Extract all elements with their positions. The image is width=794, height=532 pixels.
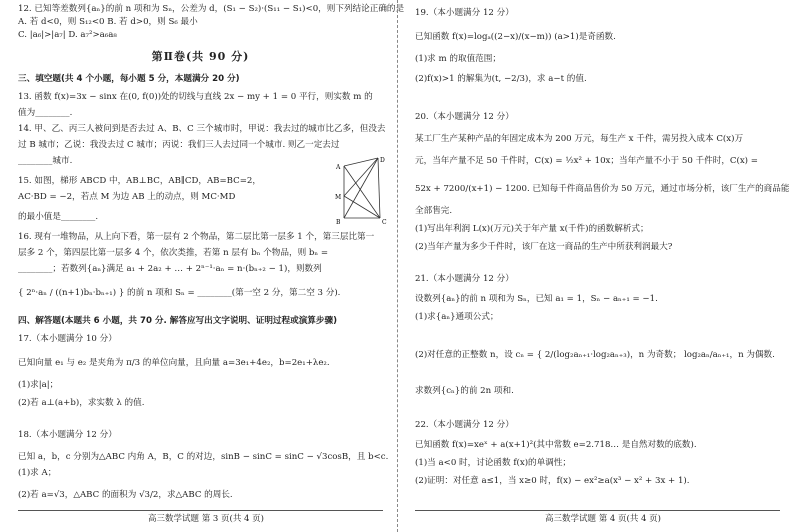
question-text-line: 过 B 城市；乙说：我没去过 C 城市；丙说：我们三人去过同一个城市. 则乙一定去过 — [18, 140, 340, 150]
question-text-line: 19.（本小题满分 12 分） — [415, 8, 514, 18]
question-text-line: (2)当年产量为多少千件时，该厂在这一商品的生产中所获利润最大? — [415, 242, 673, 252]
question-text-line: C. |a₆|>|a₇| D. a₇²>a₆a₈ — [18, 30, 117, 40]
question-text-line: 已知函数 f(x)=xeˣ + a(x+1)²(其中常数 e=2.718… 是自然对数的底数). — [415, 440, 697, 450]
question-text-line: (2)若 a=√3，△ABC 的面积为 √3/2，求△ABC 的周长. — [18, 490, 233, 500]
question-text-line: 全部售完. — [415, 206, 453, 216]
question-text-line: 元，当年产量不足 50 千件时，C(x) = ½x² + 10x；当年产量不小于 50 千件时，C(x) = — [415, 156, 758, 166]
footer-rule — [18, 510, 383, 511]
question-text-line: 13. 函数 f(x)=3x − sinx 在(0, f(0))处的切线与直线 2x − my + 1 = 0 平行，则实数 m 的 — [18, 92, 373, 102]
question-text-line: 层多 2 个，第四层比第一层多 4 个，依次类推，若第 n 层有 bₙ 个物品，则 bₙ = — [18, 248, 329, 258]
page-divider — [397, 0, 398, 532]
left-page-column — [18, 0, 405, 532]
question-text-line: (2)若 a⊥(a+b)，求实数 λ 的值. — [18, 398, 145, 408]
figure-label-c: C — [382, 219, 387, 226]
question-text-line: 已知函数 f(x)=logₐ((2−x)/(x−m)) (a>1)是奇函数. — [415, 32, 616, 42]
question-text-line: (2)证明：对任意 a≤1，当 x≥0 时，f(x) − ex²≥a(x³ − x² + 3x + 1). — [415, 476, 690, 486]
question-text-line: 17.（本小题满分 10 分） — [18, 334, 117, 344]
trapezoid-figure — [334, 156, 388, 226]
question-text-line: 15. 如图，梯形 ABCD 中，AB⊥BC，AB∥CD，AB=BC=2， — [18, 176, 261, 186]
question-text-line: (1)求 m 的取值范围； — [415, 54, 501, 64]
question-text-line: 三、填空题(共 4 个小题，每小题 5 分，本题满分 20 分) — [18, 74, 240, 84]
question-text-line: 求数列{cₙ}的前 2n 项和. — [415, 386, 514, 396]
question-text-line: A. 若 d<0，则 S₁₂<0 B. 若 d>0，则 S₆ 最小 — [18, 17, 198, 27]
question-text-line: 12. 已知等差数列{aₙ}的前 n 项和为 Sₙ，公差为 d，(S₁ − S₂)·(S₁₁ − S₁)<0，则下列结论正确的是 — [18, 4, 405, 14]
question-text-line: 18.（本小题满分 12 分） — [18, 430, 117, 440]
question-text-line: 21.（本小题满分 12 分） — [415, 274, 514, 284]
question-text-line: (2)f(x)>1 的解集为(t, −2/3)，求 a−t 的值. — [415, 74, 587, 84]
question-text-line: 设数列{aₙ}的前 n 项和为 Sₙ，已知 a₁ = 1，Sₙ − aₙ₊₁ = −1. — [415, 294, 658, 304]
figure-label-a: A — [336, 164, 341, 171]
left-page-footer: 高三数学试题 第 3 页(共 4 页) — [148, 514, 264, 524]
question-text-line: 的最小值是________. — [18, 212, 99, 222]
question-text-line: 四、解答题(本题共 6 小题，共 70 分. 解答应写出文字说明、证明过程或演算步骤) — [18, 316, 338, 326]
question-text-line: 52x + 7200/(x+1) − 1200. 已知每千件商品售价为 50 万元，通过市场分析，该厂生产的商品能 — [415, 184, 790, 194]
figure-label-m: M — [335, 194, 342, 201]
figure-label-d: D — [380, 157, 385, 164]
question-text-line: { 2ⁿ·aₙ / ((n+1)bₙ·bₙ₊₁) } 的前 n 项和 Sₙ = ________(第一空 2 分，第二空 3 分). — [18, 288, 341, 298]
question-text-line: 已知向量 e₁ 与 e₂ 是夹角为 π/3 的单位向量，且向量 a=3e₁+4e₂，b=2e₁+λe₂. — [18, 358, 330, 368]
question-text-line: 20.（本小题满分 12 分） — [415, 112, 514, 122]
question-text-line: ________；若数列{aₙ}满足 a₁ + 2a₂ + … + 2ⁿ⁻¹·aₙ = n·(bₙ₊₂ − 1)，则数列 — [18, 264, 322, 274]
question-text-line: (1)当 a<0 时，讨论函数 f(x)的单调性； — [415, 458, 572, 468]
footer-rule — [415, 510, 780, 511]
question-text-line: 14. 甲、乙、丙三人被问到是否去过 A、B、C 三个城市时，甲说：我去过的城市比乙多，但没去 — [18, 124, 386, 134]
question-text-line: ________城市. — [18, 156, 73, 166]
figure-label-b: B — [336, 219, 341, 226]
question-text-line: (2)对任意的正整数 n，设 cₙ = { 2/(log₂aₙ₊₁·log₂aₙ₊₃)，n 为奇数； log₂aₙ/aₙ₊₁，n 为偶数. — [415, 350, 775, 360]
question-text-line: 22.（本小题满分 12 分） — [415, 420, 514, 430]
question-text-line: (1)求{aₙ}通项公式； — [415, 312, 499, 322]
question-text-line: 16. 现有一堆物品，从上向下看，第一层有 2 个物品，第二层比第一层多 1 个，第三层比第一 — [18, 232, 375, 242]
question-text-line: (1)求 A； — [18, 468, 57, 478]
part-two-title: 第Ⅱ卷(共 90 分) — [151, 50, 250, 63]
question-text-line: 已知 a，b，c 分别为△ABC 内角 A，B，C 的对边，sinB − sinC = sinC − √3cosB，且 b<c. — [18, 452, 389, 462]
question-text-line: (1)求|a|； — [18, 380, 59, 390]
question-text-line: (1)写出年利润 L(x)(万元)关于年产量 x(千件)的函数解析式； — [415, 224, 649, 234]
right-page-column — [415, 0, 790, 532]
question-text-line: 某工厂生产某种产品的年固定成本为 200 万元，每生产 x 千件，需另投入成本 C(x)万 — [415, 134, 744, 144]
question-text-line: 值为________. — [18, 108, 73, 118]
right-page-footer: 高三数学试题 第 4 页(共 4 页) — [545, 514, 661, 524]
question-text-line: AC·BD = −2，若点 M 为边 AB 上的动点，则 MC·MD — [18, 192, 236, 202]
